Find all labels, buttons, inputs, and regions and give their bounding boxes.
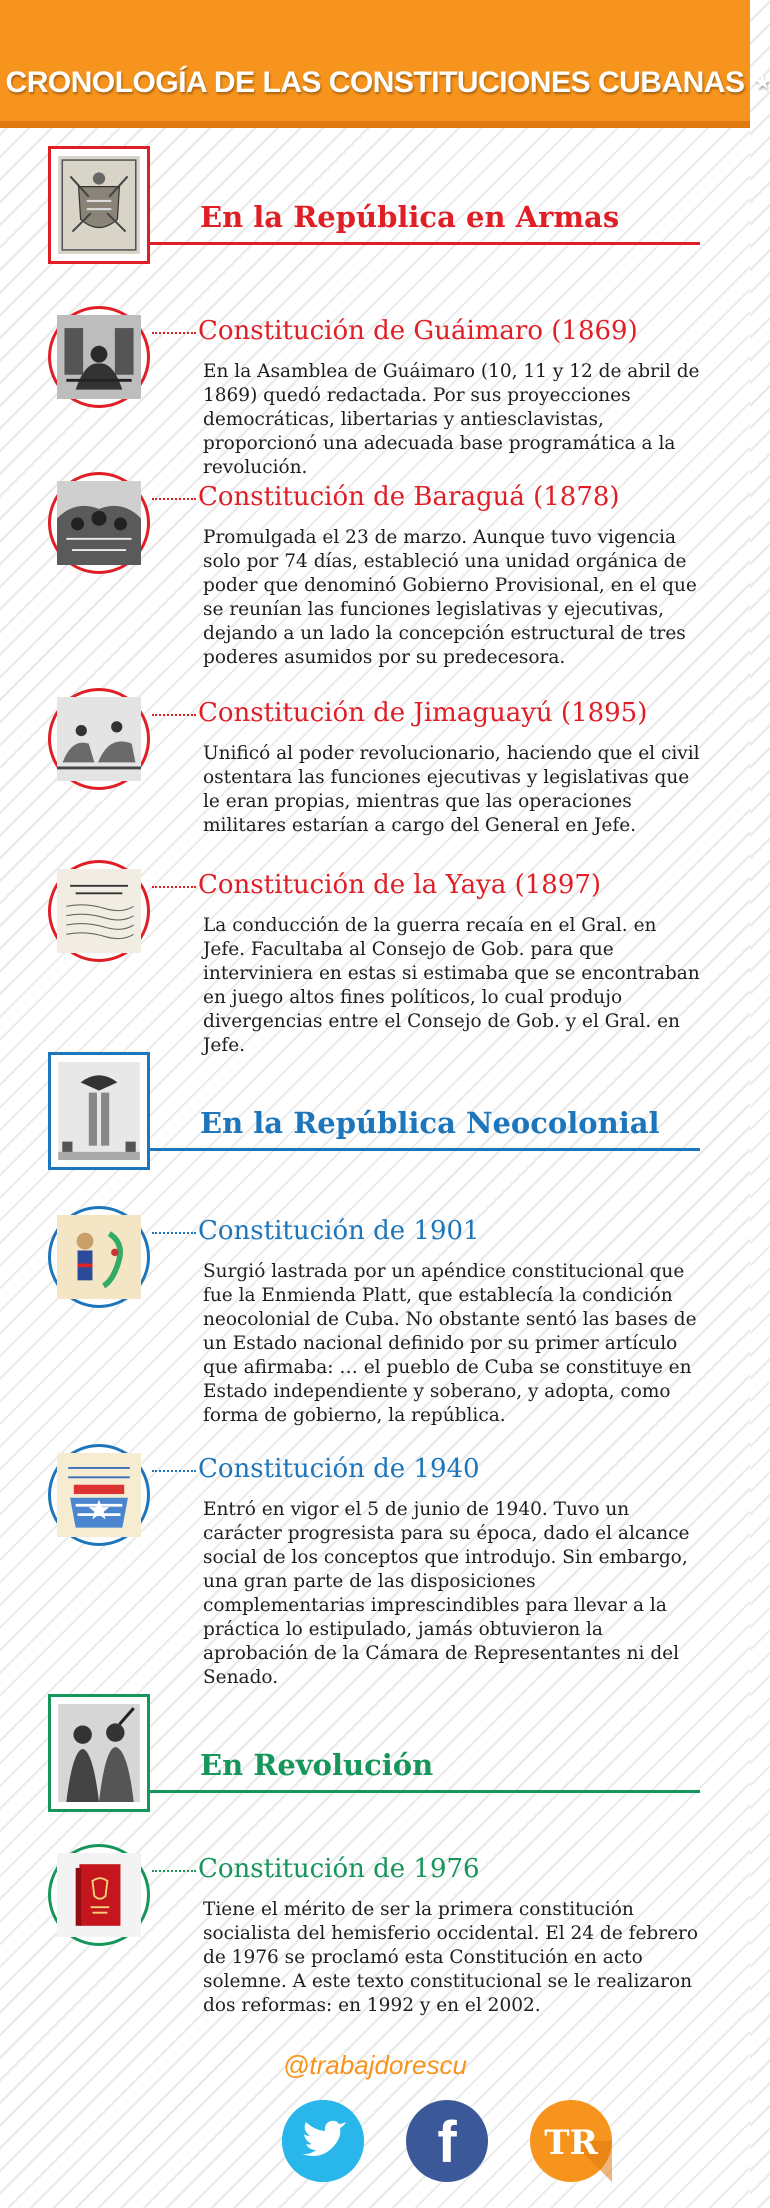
entry-medallion <box>48 1206 150 1308</box>
page-title: CRONOLOGÍA DE LAS CONSTITUCIONES CUBANAS ★ <box>5 65 770 99</box>
twitter-icon[interactable] <box>282 2100 364 2182</box>
section-title: En la República en Armas <box>200 200 620 234</box>
section-republica-neocolonial <box>48 1052 700 1172</box>
entry-title: Constitución de 1940 <box>198 1454 480 1484</box>
social-handle[interactable]: @trabajdorescu <box>283 2050 467 2080</box>
section-image-frame <box>48 146 150 264</box>
section-rule <box>148 1148 700 1151</box>
connector-dots <box>152 1870 196 1872</box>
entry-medallion <box>48 472 150 574</box>
manuscript-icon <box>57 869 141 953</box>
facebook-icon[interactable] <box>406 2100 488 2182</box>
assembly-engraving-icon <box>57 315 141 399</box>
section-revolucion <box>48 1694 700 1814</box>
entry-title: Constitución de la Yaya (1897) <box>198 870 602 900</box>
connector-dots <box>152 498 196 500</box>
section-title: En Revolución <box>200 1748 434 1782</box>
header-banner <box>0 0 770 128</box>
entry-medallion <box>48 688 150 790</box>
entry-text: Tiene el mérito de ser la primera constitución socialista del hemisferio occidental. El 24 de febrero de 1976 se proclamó esta Constitución en acto solemne. A este texto constitucional se le realizaron dos reformas: en 1992 y en el 2002. <box>203 1899 699 2016</box>
section-image-frame <box>48 1052 150 1170</box>
caricature-illustration-icon <box>57 1215 141 1299</box>
svg-text:TR: TR <box>544 2123 598 2163</box>
svg-text:f: f <box>437 2110 457 2175</box>
section-rule <box>148 242 700 245</box>
entry-text: Promulgada el 23 de marzo. Aunque tuvo vigencia solo por 74 días, estableció una unidad orgánica de poder que denominó Gobierno Provisional, en el que se reunían las funciones legislativas y ejecutivas, dejando a un lado la concepción estructural de tres poderes asumidos por su predecesora. <box>203 527 697 668</box>
entry-medallion <box>48 1444 150 1546</box>
coat-of-arms-icon <box>58 156 140 254</box>
entry-medallion <box>48 860 150 962</box>
constitution-book-icon <box>57 1853 141 1937</box>
connector-dots <box>152 1470 196 1472</box>
entry-title: Constitución de 1901 <box>198 1216 480 1246</box>
book-cover-flag-icon <box>57 1453 141 1537</box>
trabajadores-logo-icon[interactable] <box>530 2100 612 2182</box>
entry-text: Surgió lastrada por un apéndice constitucional que fue la Enmienda Platt, que establecía la condición neocolonial de Cuba. No obstante sentó las bases de un Estado nacional definido por su primer artículo que afirmaba: … el pueblo de Cuba se constituye en Estado independiente y soberano, y adopta, como forma de gobierno, la república. <box>203 1261 697 1426</box>
section-image-frame <box>48 1694 150 1812</box>
entry-title: Constitución de Guáimaro (1869) <box>198 316 638 346</box>
section-rule <box>148 1790 700 1793</box>
crowd-engraving-icon <box>57 481 141 565</box>
entry-text: Entró en vigor el 5 de junio de 1940. Tuvo un carácter progresista para su época, dado el alcance social de los conceptos que introdujo. Sin embargo, una gran parte de las disposiciones complementarias imprescindibles para llevar a la práctica lo estipulado, jamás obtuvieron la aprobación de la Cámara de Representantes ni del Senado. <box>203 1499 690 1688</box>
entry-title: Constitución de Baraguá (1878) <box>198 482 620 512</box>
entry-title: Constitución de Jimaguayú (1895) <box>198 698 648 728</box>
connector-dots <box>152 332 196 334</box>
entry-text: En la Asamblea de Guáimaro (10, 11 y 12 de abril de 1869) quedó redactada. Por sus proyecciones democráticas, libertarias y antiesclavistas, proporcionó una adecuada base programática a la revolución. <box>203 361 700 478</box>
monument-photo-icon <box>58 1062 140 1160</box>
connector-dots <box>152 1232 196 1234</box>
section-republica-en-armas <box>48 146 700 266</box>
connector-dots <box>152 886 196 888</box>
section-title: En la República Neocolonial <box>200 1106 660 1140</box>
entry-medallion <box>48 306 150 408</box>
entry-medallion <box>48 1844 150 1946</box>
revolutionaries-photo-icon <box>58 1704 140 1802</box>
star-icon: ★ <box>754 72 770 92</box>
entry-title: Constitución de 1976 <box>198 1854 480 1884</box>
connector-dots <box>152 714 196 716</box>
horsemen-engraving-icon <box>57 697 141 781</box>
entry-text: Unificó al poder revolucionario, haciendo que el civil ostentara las funciones ejecutivas y legislativas que le eran propias, mientras que las operaciones militares estarían a cargo del General en Jefe. <box>203 743 700 836</box>
entry-text: La conducción de la guerra recaía en el Gral. en Jefe. Facultaba al Consejo de Gob. para que interviniera en estas si estimaba que se encontraban en juego altos fines políticos, lo cual produjo divergencias entre el Consejo de Gob. y el Gral. en Jefe. <box>203 915 700 1056</box>
